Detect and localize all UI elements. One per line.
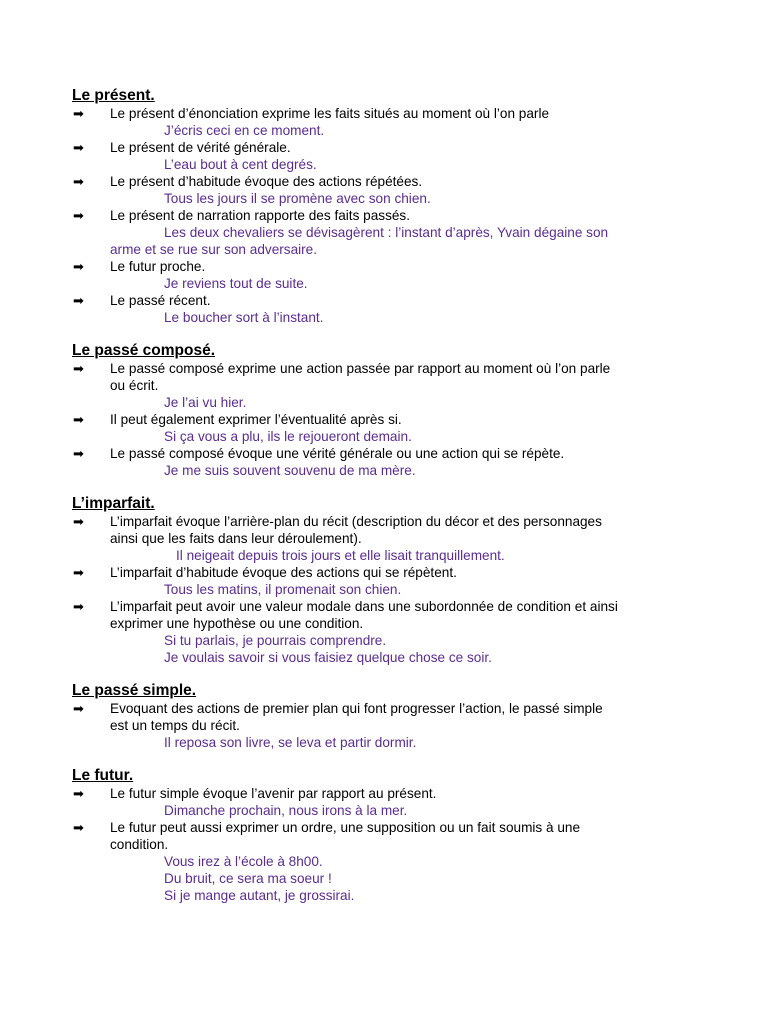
section-passe-compose (72, 341, 702, 479)
list-item (72, 139, 702, 173)
item-text: L’imparfait d’habitude évoque des actions qui se répètent. (110, 565, 457, 580)
item-text: Le présent de vérité générale. (110, 140, 291, 155)
example-text: Je voulais savoir si vous faisiez quelque chose ce soir. (164, 650, 492, 665)
example-text: Je reviens tout de suite. (164, 276, 308, 291)
example-text: Dimanche prochain, nous irons à la mer. (164, 803, 408, 818)
arrow-bullet-icon: ➡ (73, 446, 84, 461)
item-text: Le présent de narration rapporte des faits passés. (110, 208, 410, 223)
list-item (72, 445, 702, 479)
item-text-continued: est un temps du récit. (110, 718, 240, 733)
arrow-bullet-icon: ➡ (73, 361, 84, 376)
list-item (72, 411, 702, 445)
example-text: J’écris ceci en ce moment. (164, 123, 325, 138)
example-text-continued: arme et se rue sur son adversaire. (110, 242, 318, 257)
item-text: Le passé composé exprime une action passée par rapport au moment où l’on parle (110, 361, 611, 376)
item-text: Evoquant des actions de premier plan qui font progresser l’action, le passé simple (110, 701, 603, 716)
section-title: Le présent. (72, 87, 155, 104)
list-item (72, 598, 702, 666)
list-item (72, 360, 702, 411)
section-title: L’imparfait. (72, 495, 155, 512)
arrow-bullet-icon: ➡ (73, 514, 84, 529)
section-passe-simple (72, 681, 702, 751)
item-text-continued: ainsi que les faits dans leur déroulement). (110, 531, 362, 546)
arrow-bullet-icon: ➡ (73, 599, 84, 614)
example-text: Si ça vous a plu, ils le rejoueront demain. (164, 429, 412, 444)
list-item (72, 564, 702, 598)
document-page (72, 86, 702, 904)
arrow-bullet-icon: ➡ (73, 174, 84, 189)
item-text: Le présent d’énonciation exprime les faits situés au moment où l’on parle (110, 106, 550, 121)
example-text: Si je mange autant, je grossirai. (164, 888, 355, 903)
list-item (72, 785, 702, 819)
item-text: L’imparfait évoque l’arrière-plan du récit (description du décor et des personnages (110, 514, 602, 529)
example-text: L’eau bout à cent degrés. (164, 157, 317, 172)
arrow-bullet-icon: ➡ (73, 412, 84, 427)
arrow-bullet-icon: ➡ (73, 140, 84, 155)
section-imparfait (72, 494, 702, 666)
item-text: Le passé récent. (110, 293, 211, 308)
section-title: Le passé composé. (72, 342, 216, 359)
item-text: Il peut également exprimer l’éventualité après si. (110, 412, 402, 427)
item-text: Le futur simple évoque l’avenir par rapport au présent. (110, 786, 437, 801)
example-text: Il neigeait depuis trois jours et elle lisait tranquillement. (176, 548, 505, 563)
list-item (72, 292, 702, 326)
arrow-bullet-icon: ➡ (73, 565, 84, 580)
list-item (72, 173, 702, 207)
arrow-bullet-icon: ➡ (73, 259, 84, 274)
section-futur (72, 766, 702, 904)
item-text: Le futur peut aussi exprimer un ordre, une supposition ou un fait soumis à une (110, 820, 581, 835)
list-item (72, 207, 702, 258)
item-text: Le passé composé évoque une vérité générale ou une action qui se répète. (110, 446, 565, 461)
example-text: Les deux chevaliers se dévisagèrent : l’instant d’après, Yvain dégaine son (164, 225, 609, 240)
example-text: Je me suis souvent souvenu de ma mère. (164, 463, 416, 478)
arrow-bullet-icon: ➡ (73, 701, 84, 716)
item-text: L’imparfait peut avoir une valeur modale dans une subordonnée de condition et ainsi (110, 599, 618, 614)
section-title: Le passé simple. (72, 682, 197, 699)
list-item (72, 258, 702, 292)
list-item (72, 105, 702, 139)
example-text: Tous les jours il se promène avec son chien. (164, 191, 431, 206)
example-text: Tous les matins, il promenait son chien. (164, 582, 402, 597)
section-present (72, 86, 702, 326)
list-item (72, 700, 702, 751)
example-text: Si tu parlais, je pourrais comprendre. (164, 633, 387, 648)
example-text: Du bruit, ce sera ma soeur ! (164, 871, 332, 886)
list-item (72, 819, 702, 904)
arrow-bullet-icon: ➡ (73, 106, 84, 121)
example-text: Le boucher sort à l’instant. (164, 310, 324, 325)
item-text-continued: exprimer une hypothèse ou une condition. (110, 616, 364, 631)
item-text-continued: condition. (110, 837, 169, 852)
item-text: Le présent d’habitude évoque des actions répétées. (110, 174, 423, 189)
section-title: Le futur. (72, 767, 134, 784)
example-text: Je l’ai vu hier. (164, 395, 247, 410)
list-item (72, 513, 702, 564)
arrow-bullet-icon: ➡ (73, 293, 84, 308)
item-text-continued: ou écrit. (110, 378, 159, 393)
example-text: Il reposa son livre, se leva et partir dormir. (164, 735, 417, 750)
item-text: Le futur proche. (110, 259, 206, 274)
arrow-bullet-icon: ➡ (73, 820, 84, 835)
arrow-bullet-icon: ➡ (73, 208, 84, 223)
arrow-bullet-icon: ➡ (73, 786, 84, 801)
example-text: Vous irez à l’école à 8h00. (164, 854, 323, 869)
